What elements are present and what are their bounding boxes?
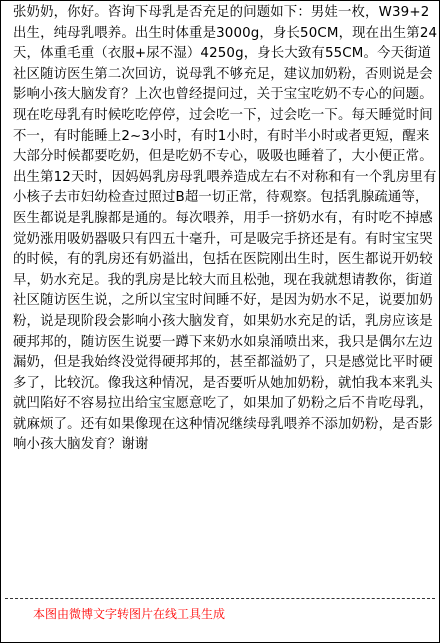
generator-footer-note: 本图由微博文字转图片在线工具生成: [33, 607, 226, 621]
footer-divider: [5, 598, 435, 599]
post-body-text: 张奶奶，你好。咨询下母乳是否充足的问题如下：男娃一枚，W39+2出生，纯母乳喂养。出生时体重是3000g，身长50CM，现在出生第24天，体重毛重（衣服+尿不湿）4250g，身长大致有55CM。今天街道社区随访医生第二次回访，说母乳不够充足，建议加奶粉，否则说是会影响小孩大脑发育？上次也曾经提问过，关于宝宝吃奶不专心的问题。现在吃母乳有时候吃吃停停，过会吃一下，过会吃一下。每天睡觉时间不一，有时能睡上2~3小时，有时1小时，有时半小时或者更短，醒来大部分时候都要吃奶，但是吃奶不专心，吸吸也睡着了，大小便正常。出生第12天时，因妈妈乳房母乳喂养造成左右不对称和有一个乳房里有小核子去市妇幼检查过照过B超一切正常，待观察。包括乳腺疏通等，医生都说是乳腺都是通的。每次喂养，用手一挤奶水有，有时吃不掉感觉奶涨用吸奶器吸只有四五十毫升，可是吸完手挤还是有。有时宝宝哭的时候，有的乳房还有奶溢出，包括在医院刚出生时，医生都说开奶较早，奶水充足。我的乳房是比较大而且松弛，现在我就想请教你，街道社区随访医生说，之所以宝宝时间睡不好，是因为奶水不足，说要加奶粉，说是现阶段会影响小孩大脑发育，如果奶水充足的话，乳房应该是硬邦邦的，随访医生说要一蹲下来奶水如泉涌喷出来，我只是偶尔左边漏奶，但是我始终没觉得硬邦邦的，甚至都溢奶了，只是感觉比平时硬多了，比较沉。像我这种情况，是否要听从她加奶粉，就怕我本来乳头就凹陷好不容易拉出给宝宝愿意吃了，如果加了奶粉之后不肯吃母乳，就麻烦了。还有如果像现在这种情况继续母乳喂养不添加奶粉，是否影响小孩大脑发育？谢谢: [13, 5, 438, 453]
